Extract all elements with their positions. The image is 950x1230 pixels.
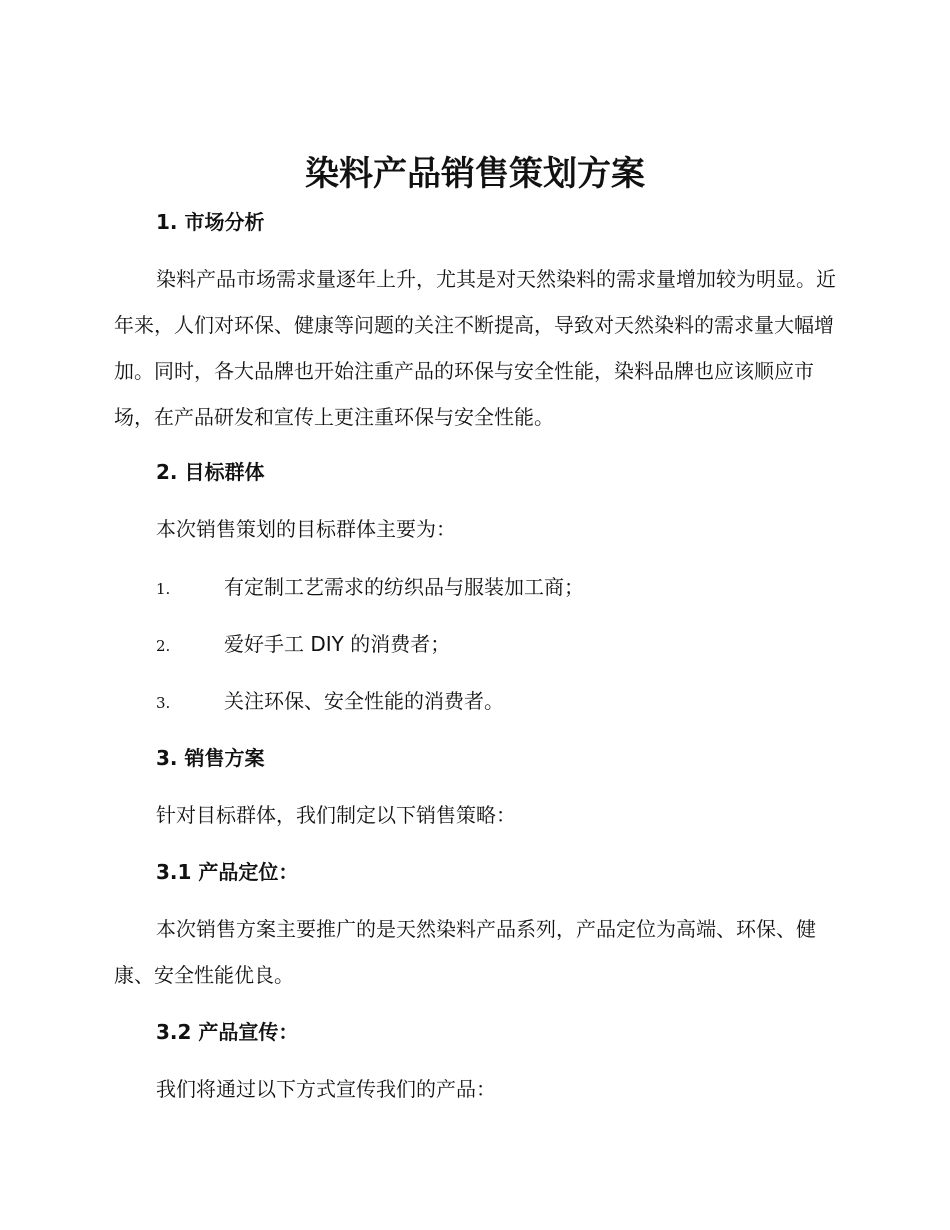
list-item [156, 630, 450, 660]
list-item-number: 1. [156, 580, 171, 598]
list-item-text: 爱好手工 DIY 的消费者； [224, 632, 451, 656]
heading-product-positioning: 3.1 产品定位： [156, 860, 299, 884]
heading-product-promotion: 3.2 产品宣传： [156, 1020, 299, 1044]
heading-target-group: 2. 目标群体 [156, 460, 265, 484]
target-group-intro: 本次销售策划的目标群体主要为： [156, 517, 456, 541]
sales-plan-intro: 针对目标群体，我们制定以下销售策略： [156, 803, 516, 827]
paragraph-market-analysis: 染料产品市场需求量逐年上升，尤其是对天然染料的需求量增加较为明显。近年来，人们对环保、健康等问题的关注不断提高，导致对天然染料的需求量大幅增加。同时，各大品牌也开始注重产品的环保与安全性能，染料品牌也应该顺应市场，在产品研发和宣传上更注重环保与安全性能。 [114, 267, 836, 429]
list-item [156, 687, 504, 717]
paragraph-product-positioning: 本次销售方案主要推广的是天然染料产品系列，产品定位为高端、环保、健康、安全性能优良。 [114, 917, 816, 987]
product-promotion-intro: 我们将通过以下方式宣传我们的产品： [156, 1077, 496, 1101]
list-item-text: 有定制工艺需求的纺织品与服装加工商； [224, 575, 584, 599]
heading-sales-plan: 3. 销售方案 [156, 746, 265, 770]
list-item-number: 3. [156, 694, 171, 712]
list-item [156, 573, 584, 603]
list-item-number: 2. [156, 637, 171, 655]
document-title: 染料产品销售策划方案 [305, 154, 645, 194]
heading-market-analysis: 1. 市场分析 [156, 210, 265, 234]
list-item-text: 关注环保、安全性能的消费者。 [224, 689, 504, 713]
